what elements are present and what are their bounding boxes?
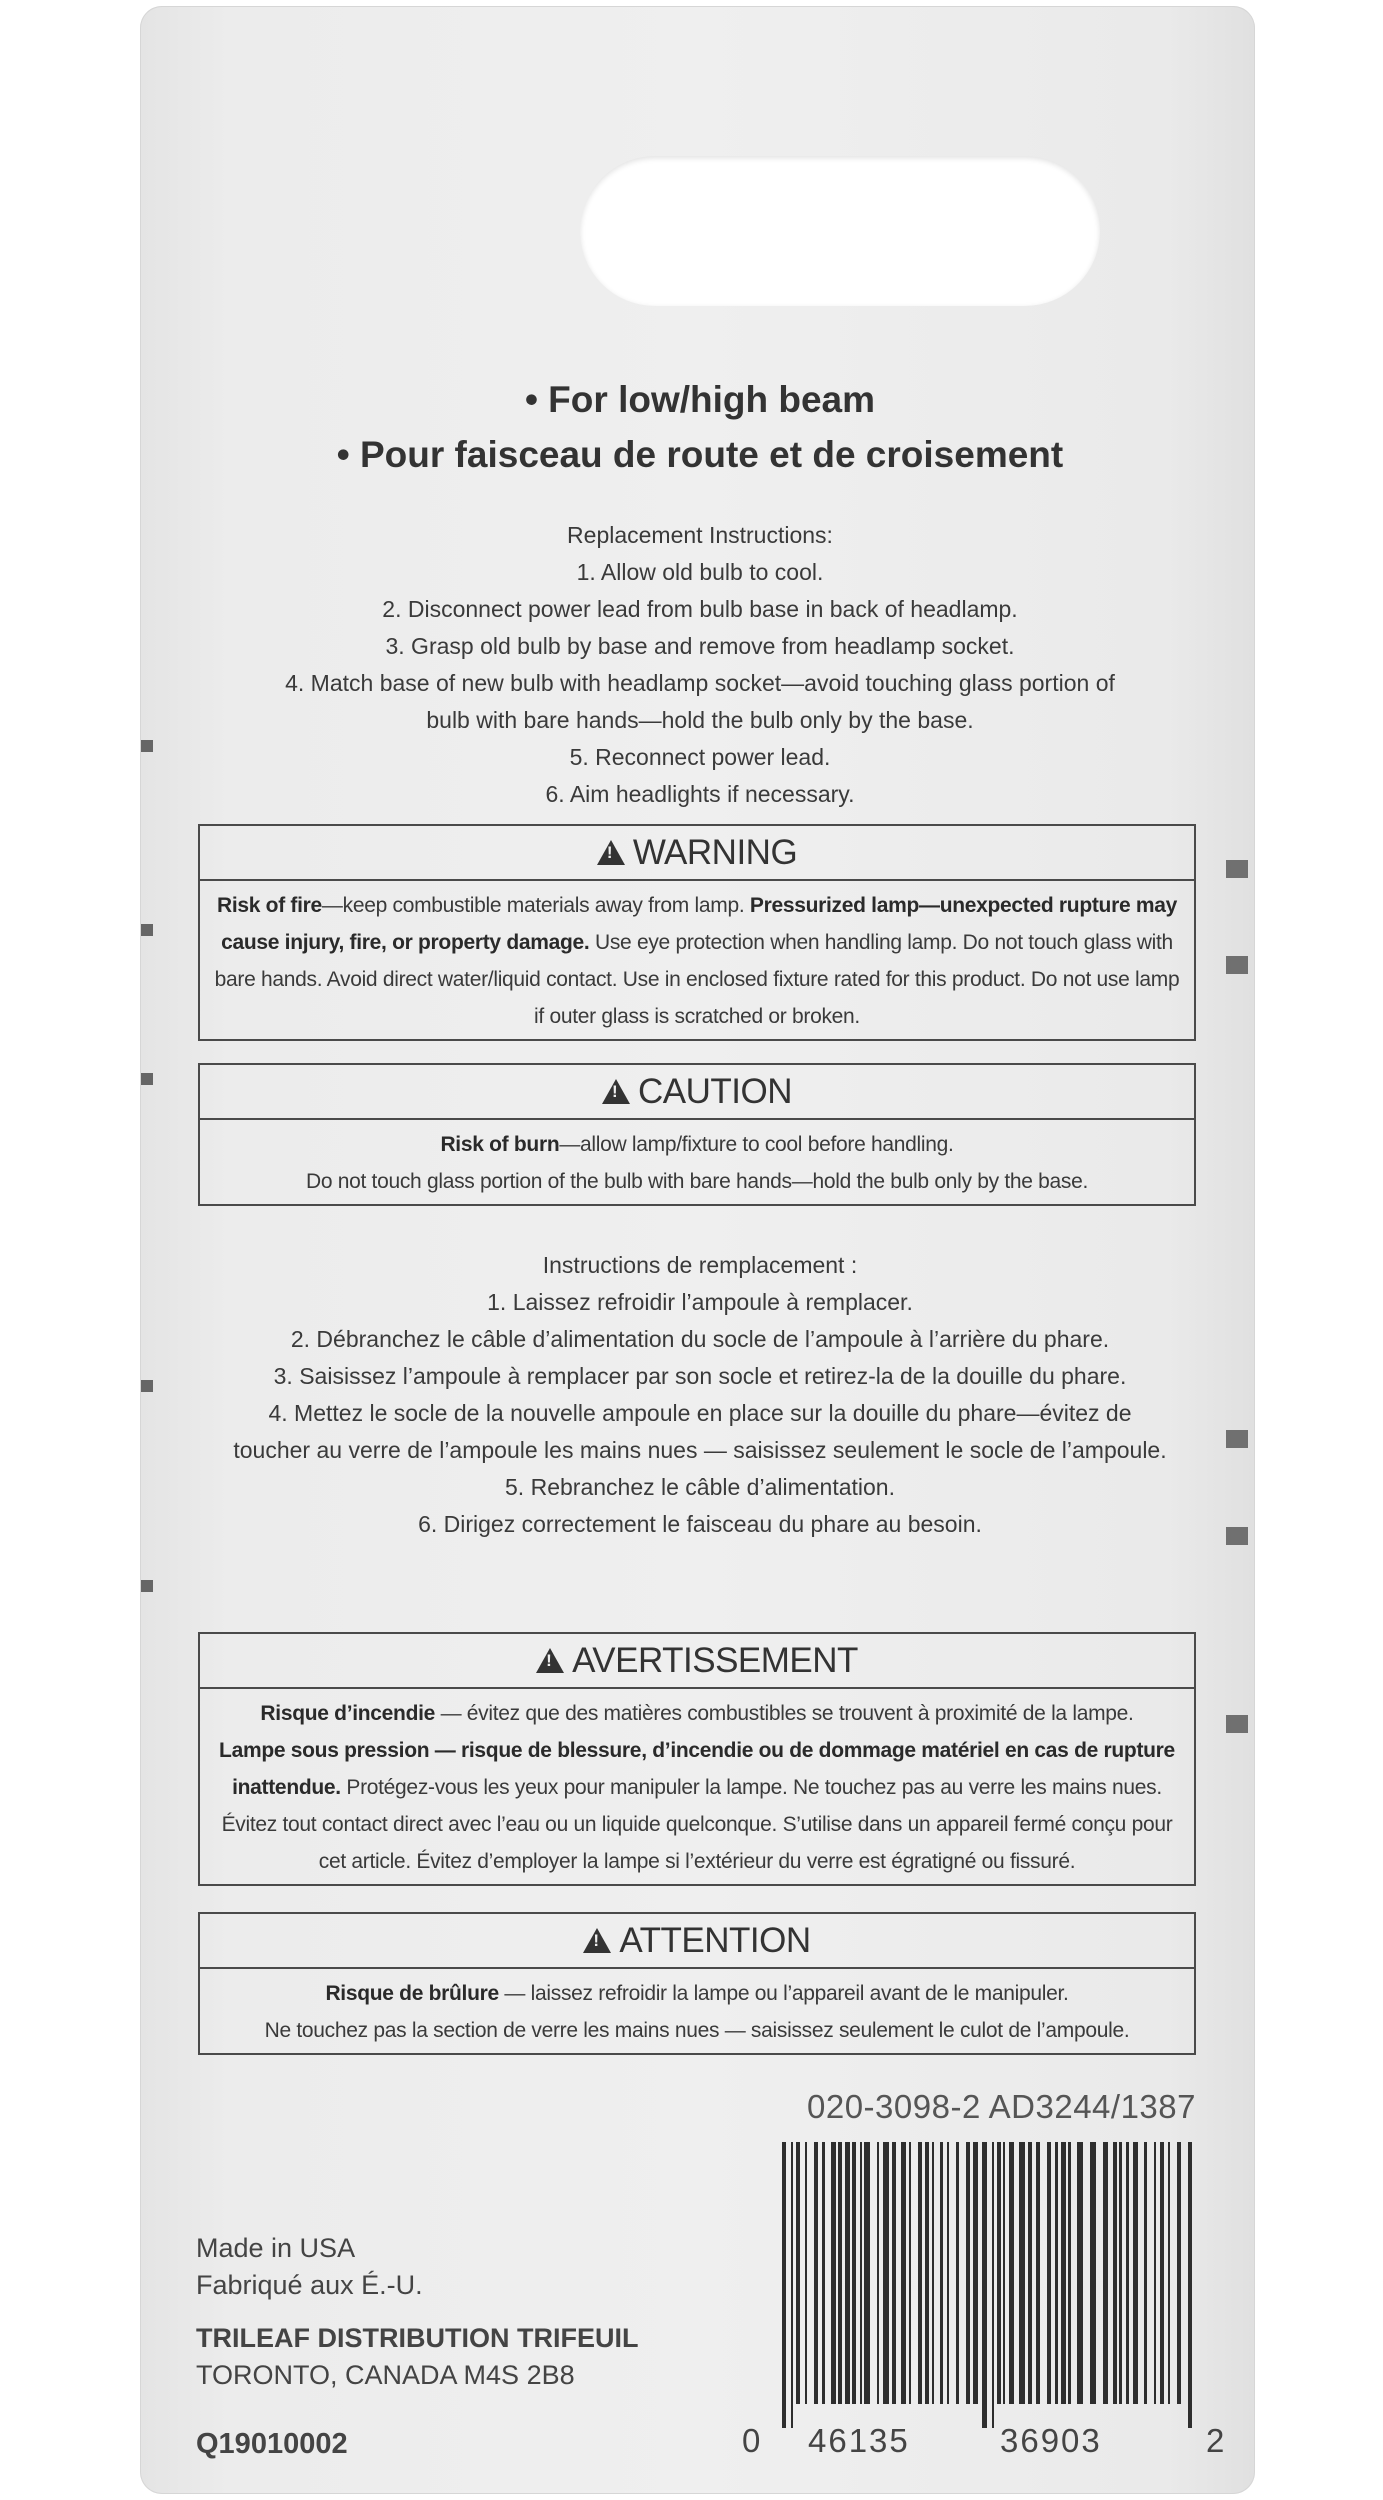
barcode-bar xyxy=(1133,2142,1138,2404)
barcode-bar xyxy=(860,2142,862,2404)
instruction-step: 5. Reconnect power lead. xyxy=(569,744,831,770)
barcode-bar xyxy=(822,2142,825,2404)
english-instructions xyxy=(190,517,1210,813)
barcode-bar xyxy=(1177,2142,1181,2404)
barcode-bar xyxy=(1168,2142,1170,2404)
barcode-bar xyxy=(791,2142,793,2428)
barcode-bar xyxy=(1160,2142,1164,2404)
made-in-english: Made in USA xyxy=(196,2233,356,2263)
barcode-bar xyxy=(956,2142,959,2404)
instruction-step: 4. Match base of new bulb with headlamp socket—avoid touching glass portion of xyxy=(285,670,1115,696)
barcode-bar xyxy=(805,2142,807,2404)
upc-check-digit: 2 xyxy=(1206,2422,1227,2459)
distributor-address xyxy=(196,2320,638,2394)
instruction-step: 3. Saisissez l’ampoule à remplacer par son socle et retirez-la de la douille du phare. xyxy=(273,1363,1127,1389)
distributor-name: TRILEAF DISTRIBUTION TRIFEUIL xyxy=(196,2323,639,2353)
barcode-bar xyxy=(992,2142,994,2428)
instruction-step: 1. Laissez refroidir l’ampoule à remplacer. xyxy=(487,1289,913,1315)
instruction-step: toucher au verre de l’ampoule les mains nues — saisissez seulement le socle de l’ampoule. xyxy=(233,1437,1167,1463)
barcode-bar xyxy=(1068,2142,1071,2404)
barcode-bar xyxy=(973,2142,978,2404)
warning-triangle-icon xyxy=(597,840,625,865)
bullet-french: • Pour faisceau de route et de croisement xyxy=(336,434,1064,475)
instruction-step: 3. Grasp old bulb by base and remove from headlamp socket. xyxy=(385,633,1015,659)
attention-header xyxy=(200,1914,1194,1969)
warning-box xyxy=(198,824,1196,1041)
product-code: Q19010002 xyxy=(196,2428,348,2460)
country-of-origin xyxy=(196,2230,423,2304)
barcode-bar xyxy=(940,2142,943,2404)
barcode-bar xyxy=(1047,2142,1051,2404)
barcode-bar xyxy=(1090,2142,1096,2404)
caution-bold-1: Risk of burn xyxy=(440,1133,560,1156)
barcode-bar xyxy=(831,2142,836,2404)
barcode-bar xyxy=(1144,2142,1147,2404)
barcode-bar xyxy=(877,2142,879,2404)
avertissement-bold-1: Risque d’incendie xyxy=(260,1702,436,1725)
barcode-bar xyxy=(1003,2142,1005,2404)
edge-mark xyxy=(1226,1527,1248,1545)
edge-mark xyxy=(141,740,153,752)
barcode-image xyxy=(778,2142,1196,2428)
avertissement-title: AVERTISSEMENT xyxy=(572,1640,858,1680)
barcode-bar xyxy=(918,2142,922,2404)
caution-triangle-icon xyxy=(602,1079,630,1104)
upc-right-digits: 36903 xyxy=(1000,2422,1102,2459)
barcode-bar xyxy=(1113,2142,1117,2404)
barcode-bar xyxy=(932,2142,934,2404)
barcode-bar xyxy=(1061,2142,1066,2404)
barcode-bar xyxy=(982,2142,987,2428)
barcode-bar xyxy=(864,2142,870,2404)
avertissement-text xyxy=(200,1689,1194,1884)
barcode-bar xyxy=(845,2142,850,2404)
barcode-bar xyxy=(883,2142,889,2404)
edge-mark xyxy=(141,924,153,936)
barcode-bar xyxy=(1119,2142,1122,2404)
avertissement-bold-2: Lampe sous pression — risque de blessure, d’incendie ou de dommage matériel en cas de rupture inattendue. xyxy=(219,1739,1175,1799)
barcode-bar xyxy=(852,2142,856,2404)
upc-first-digit: 0 xyxy=(742,2422,763,2459)
caution-text xyxy=(200,1120,1194,1204)
warning-text-2: Use eye protection when handling lamp. Do not touch glass with bare hands. Avoid direct water/liquid contact. Use in enclosed fixture rated for this product. Do not use lamp if outer glass is scratched or broken. xyxy=(214,931,1180,1028)
edge-mark xyxy=(1226,1430,1248,1448)
warning-text-1: —keep combustible materials away from lamp. xyxy=(321,894,750,917)
barcode-bar xyxy=(1019,2142,1025,2404)
instruction-step: 2. Débranchez le câble d’alimentation du socle de l’ampoule à l’arrière du phare. xyxy=(290,1326,1110,1352)
barcode-bar xyxy=(892,2142,896,2404)
warning-bold-2: Pressurized lamp—unexpected rupture may cause injury, fire, or property damage. xyxy=(221,894,1177,954)
edge-mark xyxy=(141,1380,153,1392)
barcode-bar xyxy=(1036,2142,1040,2404)
instruction-step: 6. Aim headlights if necessary. xyxy=(545,781,855,807)
barcode-bar xyxy=(1028,2142,1032,2404)
warning-title: WARNING xyxy=(632,832,798,872)
feature-bullets xyxy=(190,372,1210,482)
avertissement-text-1: — évitez que des matières combustibles se trouvent à proximité de la lampe. xyxy=(435,1702,1134,1725)
barcode-bar xyxy=(782,2142,786,2428)
instruction-step: 5. Rebranchez le câble d’alimentation. xyxy=(505,1474,895,1500)
warning-text xyxy=(200,881,1194,1039)
hang-hole xyxy=(580,156,1100,306)
barcode-bar xyxy=(997,2142,1001,2404)
part-codes: 020-3098-2 AD3244/1387 xyxy=(807,2088,1196,2125)
attention-text-2: Ne touchez pas la section de verre les mains nues — saisissez seulement le culot de l’ampoule. xyxy=(264,2019,1130,2042)
avertissement-header xyxy=(200,1634,1194,1689)
warning-bold-1: Risk of fire xyxy=(216,894,322,917)
instruction-step: 6. Dirigez correctement le faisceau du phare au besoin. xyxy=(418,1511,982,1537)
edge-mark xyxy=(141,1580,153,1592)
attention-box xyxy=(198,1912,1196,2055)
instruction-step: 1. Allow old bulb to cool. xyxy=(576,559,824,585)
caution-header xyxy=(200,1065,1194,1120)
barcode-bar xyxy=(814,2142,818,2404)
caution-text-1: —allow lamp/fixture to cool before handling. xyxy=(559,1133,954,1156)
attention-text-1: — laissez refroidir la lampe ou l’appareil avant de le manipuler. xyxy=(498,1982,1069,2005)
distributor-city: TORONTO, CANADA M4S 2B8 xyxy=(196,2360,575,2390)
upc-left-digits: 46135 xyxy=(808,2422,910,2459)
barcode-bar xyxy=(838,2142,842,2404)
barcode-bar xyxy=(1055,2142,1058,2404)
bullet-english: • For low/high beam xyxy=(524,379,876,420)
edge-mark xyxy=(1226,956,1248,974)
attention-bold-1: Risque de brûlure xyxy=(325,1982,499,2005)
caution-box xyxy=(198,1063,1196,1206)
barcode-bar xyxy=(1126,2142,1129,2404)
barcode-bar xyxy=(1009,2142,1014,2404)
made-in-french: Fabriqué aux É.-U. xyxy=(196,2270,423,2300)
edge-mark xyxy=(1226,1715,1248,1733)
attention-triangle-icon xyxy=(583,1928,611,1953)
attention-title: ATTENTION xyxy=(619,1920,811,1960)
edge-mark xyxy=(1226,860,1248,878)
barcode-bar xyxy=(1103,2142,1108,2404)
barcode-bar xyxy=(925,2142,929,2404)
instruction-step: bulb with bare hands—hold the bulb only by the base. xyxy=(426,707,974,733)
barcode-bar xyxy=(1154,2142,1156,2404)
instruction-step: 4. Mettez le socle de la nouvelle ampoule en place sur la douille du phare—évitez de xyxy=(268,1400,1132,1426)
warning-header xyxy=(200,826,1194,881)
instructions-title: Replacement Instructions: xyxy=(567,522,833,548)
barcode-bar xyxy=(947,2142,949,2404)
barcode-bar xyxy=(909,2142,911,2404)
french-instructions xyxy=(190,1247,1210,1543)
instructions-title: Instructions de remplacement : xyxy=(542,1252,858,1278)
barcode-bar xyxy=(1077,2142,1083,2404)
barcode-bar xyxy=(796,2142,800,2404)
avertissement-triangle-icon xyxy=(536,1648,564,1673)
barcode-bar xyxy=(901,2142,906,2404)
barcode-bar xyxy=(966,2142,970,2404)
caution-text-2: Do not touch glass portion of the bulb with bare hands—hold the bulb only by the base. xyxy=(305,1170,1089,1193)
barcode-bar xyxy=(1188,2142,1192,2428)
avertissement-text-2: Protégez-vous les yeux pour manipuler la lampe. Ne touchez pas au verre les mains nues. Évitez tout contact direct avec l’eau ou un liquide quelconque. S’utilise dans un appareil fermé conçu pour cet article. Évitez d’employer la lampe si l’extérieur du verre est égratigné ou fissuré. xyxy=(221,1776,1173,1873)
avertissement-box xyxy=(198,1632,1196,1886)
instruction-step: 2. Disconnect power lead from bulb base in back of headlamp. xyxy=(382,596,1018,622)
edge-mark xyxy=(141,1073,153,1085)
attention-text xyxy=(200,1969,1194,2053)
caution-title: CAUTION xyxy=(638,1071,792,1111)
